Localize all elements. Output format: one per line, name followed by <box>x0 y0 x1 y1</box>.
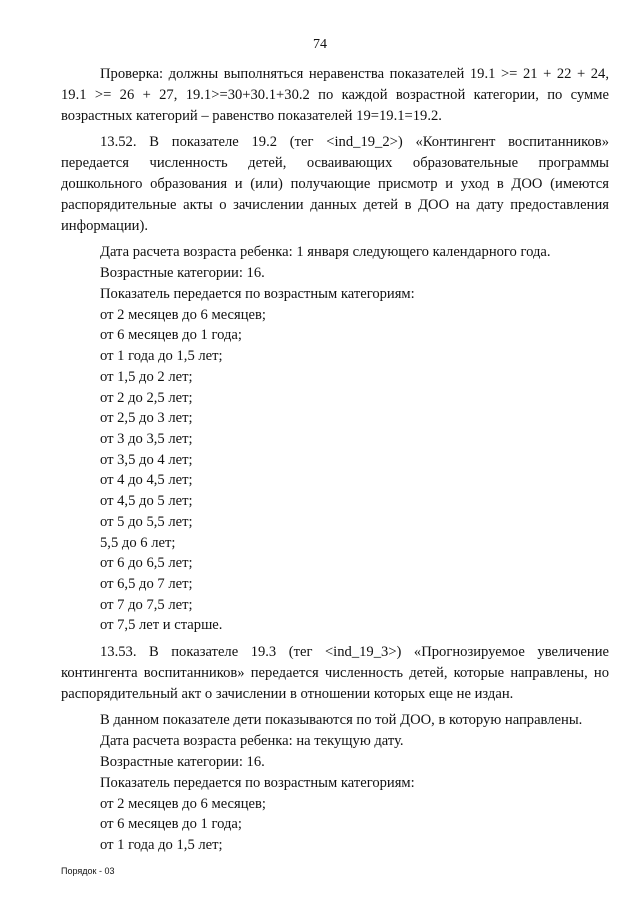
section-13-52-age-list <box>61 305 609 636</box>
age-item: от 1 года до 1,5 лет; <box>100 348 223 365</box>
age-item: от 6 месяцев до 1 года; <box>100 816 242 833</box>
age-item: от 6 до 6,5 лет; <box>100 555 193 572</box>
age-item: от 2 до 2,5 лет; <box>100 389 193 406</box>
section-13-53-paragraph: 13.53. В показателе 19.3 (тег <ind_19_3>) «Прогнозируемое увеличение контингента воспитанников» передается численность детей, которые направлены, но распорядительный акт о зачислении в отношении которых еще не издан. <box>61 644 609 702</box>
section-13-53-age-categories: Возрастные категории: 16. <box>100 754 265 770</box>
age-item: от 5 до 5,5 лет; <box>100 513 193 530</box>
age-item: от 2 месяцев до 6 месяцев; <box>100 306 266 323</box>
document-body <box>61 64 609 856</box>
age-item: от 6 месяцев до 1 года; <box>100 327 242 344</box>
section-13-53-calc-date: Дата расчета возраста ребенка: на текущую дату. <box>100 733 404 750</box>
age-item: от 6,5 до 7 лет; <box>100 575 193 592</box>
age-item: от 2,5 до 3 лет; <box>100 410 193 427</box>
age-item: от 1,5 до 2 лет; <box>100 368 193 385</box>
age-item: от 7 до 7,5 лет; <box>100 596 193 613</box>
age-item: 5,5 до 6 лет; <box>100 534 176 551</box>
age-item: от 4,5 до 5 лет; <box>100 493 193 510</box>
section-13-52-calc-date: Дата расчета возраста ребенка: 1 января следующего календарного года. <box>100 244 551 261</box>
check-paragraph: Проверка: должны выполняться неравенства показателей 19.1 >= 21 + 22 + 24, 19.1 >= 26 + 27, 19.1>=30+30.1+30.2 по каждой возрастной категории, по сумме возрастных категорий – равенство показателей 19=19.1=19.2. <box>61 66 609 124</box>
section-13-52-age-categories: Возрастные категории: 16. <box>100 265 265 282</box>
age-item: от 2 месяцев до 6 месяцев; <box>100 795 266 812</box>
age-item: от 7,5 лет и старше. <box>100 617 223 634</box>
section-13-52-paragraph: 13.52. В показателе 19.2 (тег <ind_19_2>) «Контингент воспитанников» передается численность детей, осваивающих образовательные программы дошкольного образования и (или) получающие присмотр и уход в ДОО (имеются распорядительные акты о зачислении данных детей в ДОО на дату предоставления информации). <box>61 134 609 234</box>
footer-label: Порядок - 03 <box>61 866 115 876</box>
age-item: от 3 до 3,5 лет; <box>100 430 193 447</box>
section-13-53-age-list <box>61 794 609 856</box>
section-13-53-note: В данном показателе дети показываются по той ДОО, в которую направлены. <box>100 712 583 729</box>
page-number: 74 <box>313 37 327 52</box>
age-item: от 1 года до 1,5 лет; <box>100 837 223 853</box>
section-13-53-transmitted-by: Показатель передается по возрастным категориям: <box>100 774 415 791</box>
section-13-52-transmitted-by: Показатель передается по возрастным категориям: <box>100 285 415 302</box>
age-item: от 4 до 4,5 лет; <box>100 472 193 489</box>
age-item: от 3,5 до 4 лет; <box>100 451 193 468</box>
